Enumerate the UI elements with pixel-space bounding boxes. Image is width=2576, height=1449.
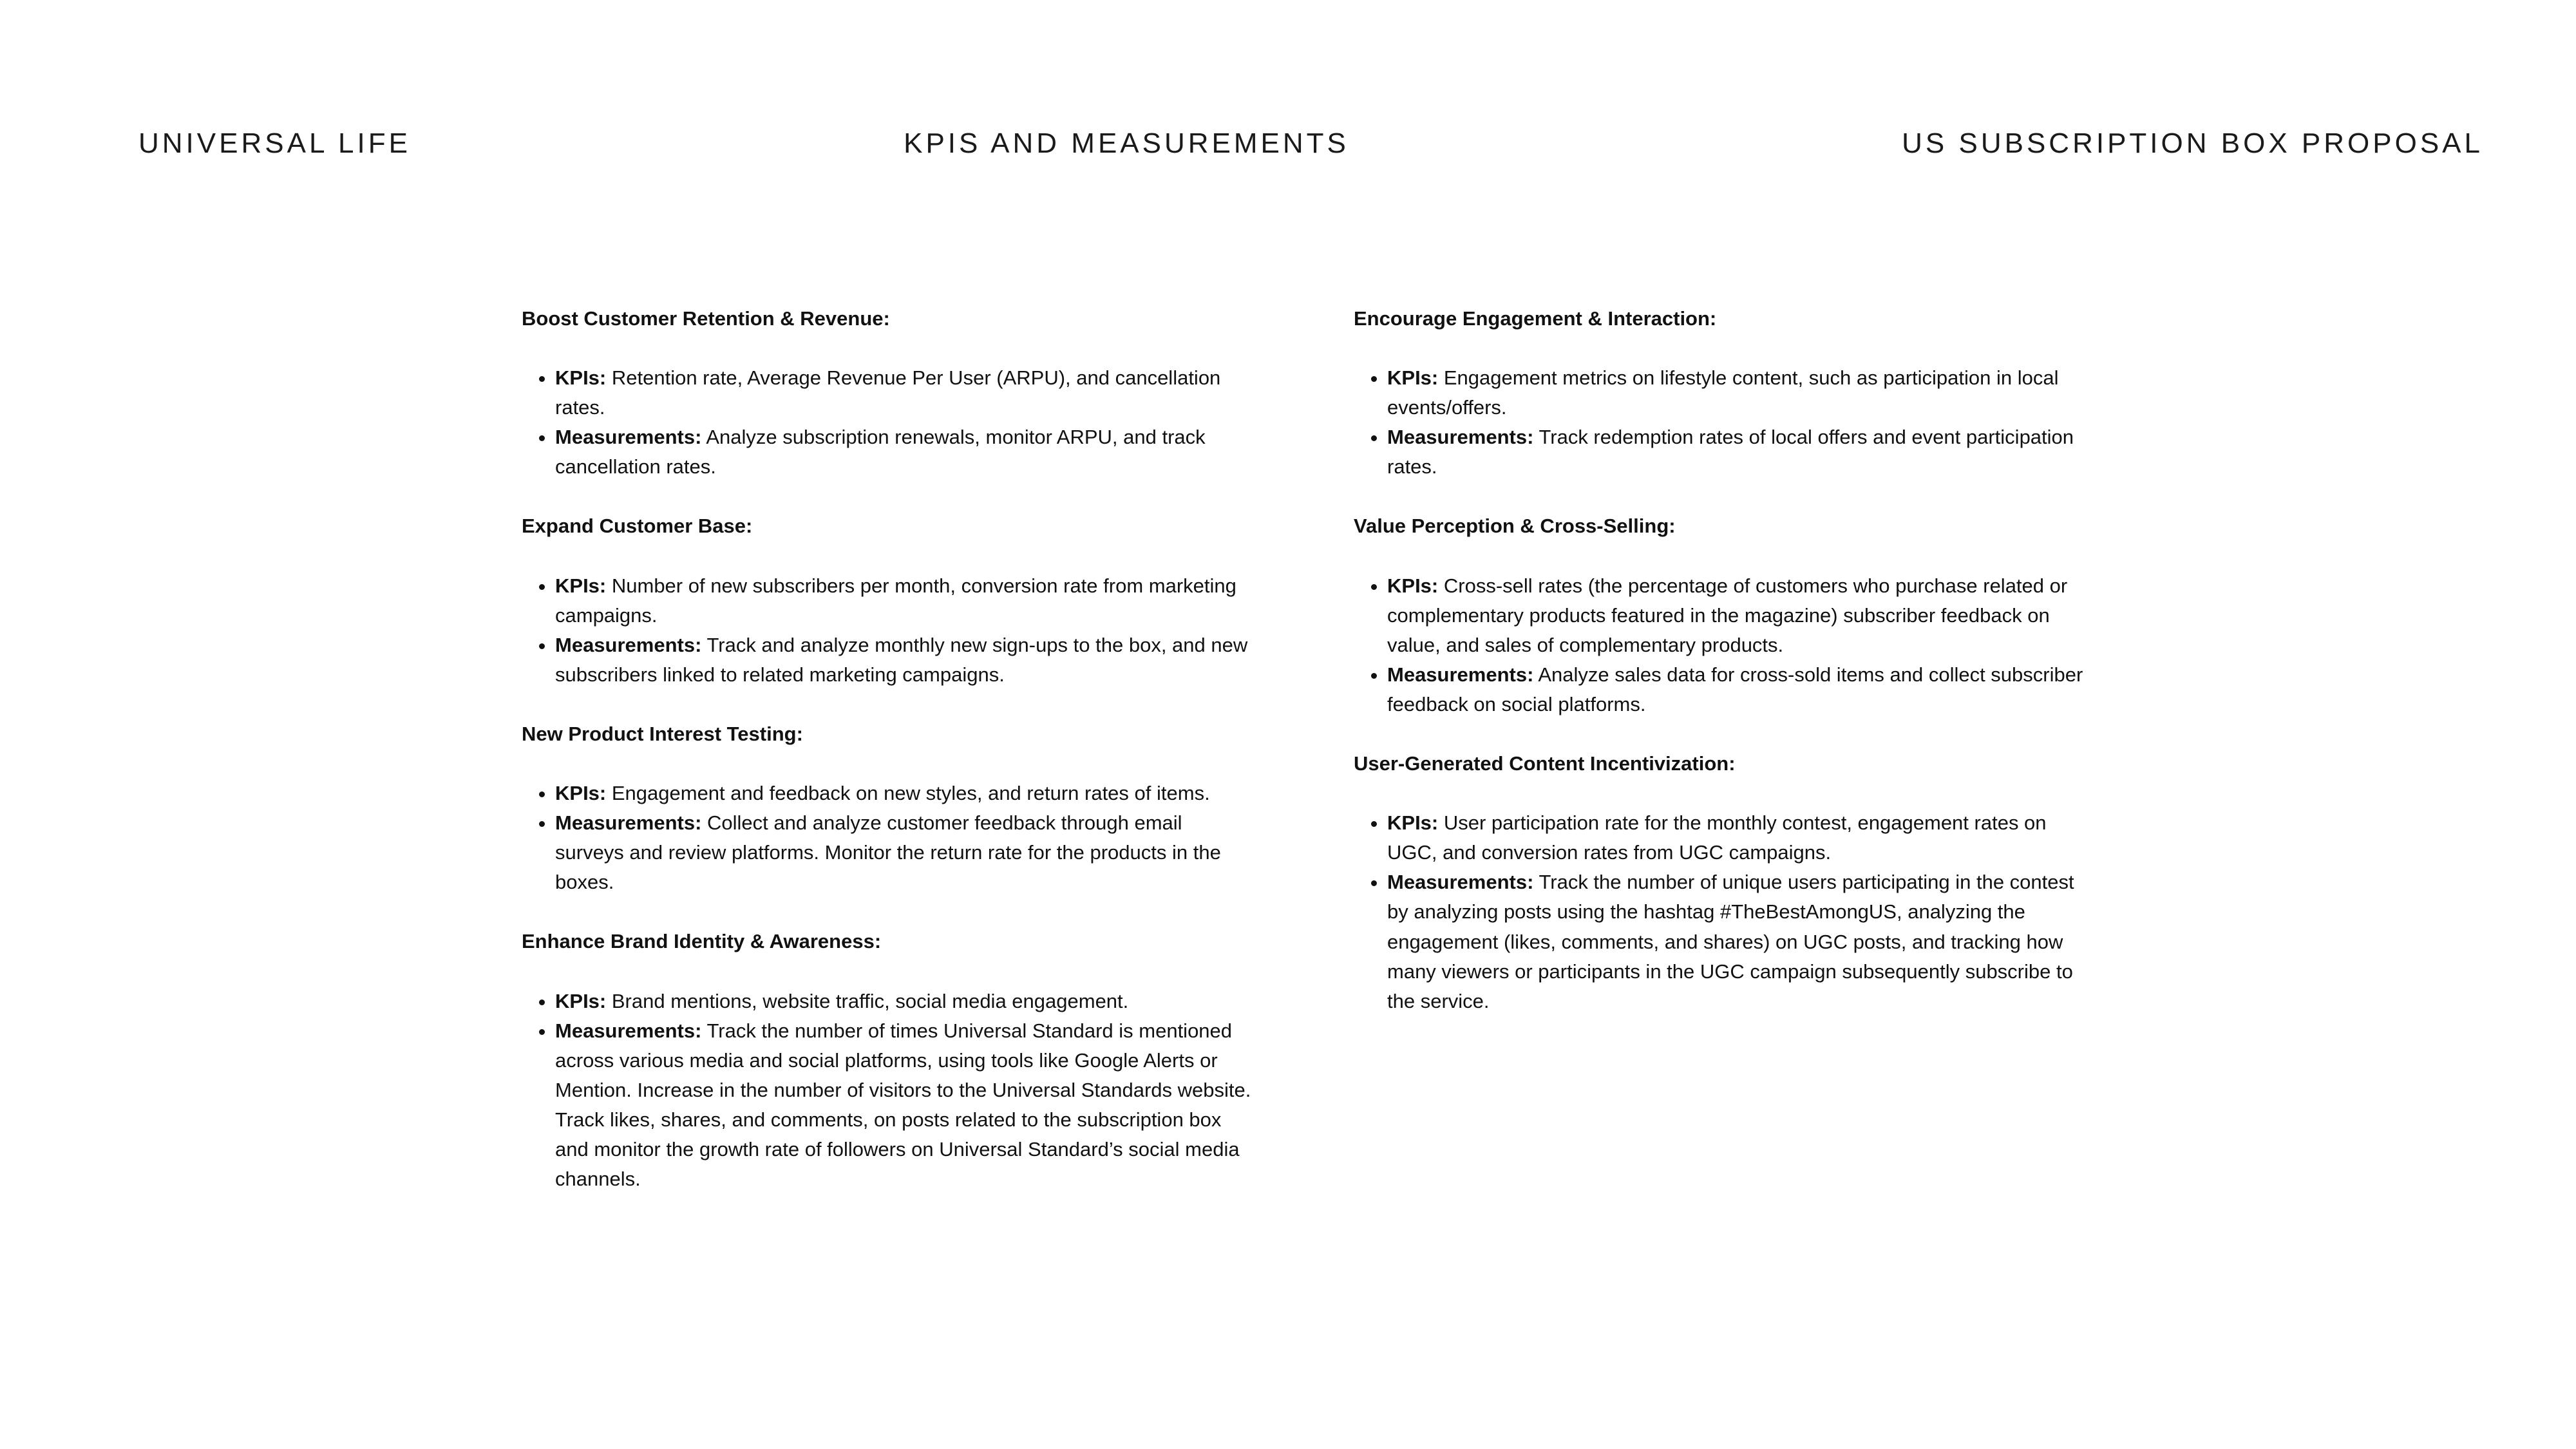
item-text: Number of new subscribers per month, conversion rate from marketing campaigns. <box>555 574 1236 627</box>
item-label: Measurements: <box>555 633 702 656</box>
left-column <box>522 304 1256 1224</box>
list-item <box>1387 363 2088 422</box>
list-item <box>1387 571 2088 660</box>
item-text: Track redemption rates of local offers and event participation rates. <box>1387 426 2074 478</box>
item-text: Cross-sell rates (the percentage of customers who purchase related or complementary products featured in the magazine) subscriber feedback on value, and sales of complementary products. <box>1387 574 2068 656</box>
section-heading: Expand Customer Base: <box>522 515 753 538</box>
bullet-list <box>1354 571 2088 719</box>
item-label: KPIs: <box>555 574 607 597</box>
bullet-list <box>522 779 1256 897</box>
item-label: KPIs: <box>1387 574 1439 597</box>
kpi-section <box>1354 511 2088 719</box>
right-column <box>1354 304 2088 1046</box>
item-label: Measurements: <box>555 426 702 449</box>
kpi-section <box>1354 749 2088 1016</box>
item-text: Brand mentions, website traffic, social media engagement. <box>606 989 1129 1012</box>
item-label: Measurements: <box>555 811 702 835</box>
list-item <box>555 987 1256 1016</box>
section-heading: User-Generated Content Incentivization: <box>1354 752 1736 775</box>
item-text: Track and analyze monthly new sign-ups to the box, and new subscribers linked to related marketing campaigns. <box>555 633 1248 686</box>
item-text: Track the number of unique users participating in the contest by analyzing posts using the hashtag #TheBestAmongUS, analyzing the engagement (likes, comments, and shares) on UGC posts, and tracking how many viewers or participants in the UGC campaign subsequently subscribe to the service. <box>1387 871 2074 1012</box>
kpi-section <box>522 304 1256 482</box>
item-text: User participation rate for the monthly contest, engagement rates on UGC, and conversion rates from UGC campaigns. <box>1387 811 2047 864</box>
bullet-list <box>1354 808 2088 1016</box>
item-label: KPIs: <box>555 989 607 1012</box>
list-item <box>555 630 1256 690</box>
section-heading: Encourage Engagement & Interaction: <box>1354 307 1717 330</box>
item-text: Engagement and feedback on new styles, and return rates of items. <box>606 782 1210 805</box>
list-item <box>555 363 1256 422</box>
section-heading: Enhance Brand Identity & Awareness: <box>522 930 882 953</box>
kpi-section <box>522 719 1256 897</box>
section-heading: New Product Interest Testing: <box>522 722 803 745</box>
list-item <box>555 1016 1256 1195</box>
item-label: Measurements: <box>1387 426 1534 449</box>
item-label: KPIs: <box>1387 366 1439 390</box>
item-text: Track the number of times Universal Standard is mentioned across various media and social platforms, using tools like Google Alerts or Mention. Increase in the number of visitors to the Universal Standards website. Track likes, shares, and comments, on posts related to the subscription box and monitor the growth rate of followers on Universal Standard’s social media channels. <box>555 1019 1251 1191</box>
item-label: Measurements: <box>1387 663 1534 686</box>
page-title: KPIS AND MEASUREMENTS <box>904 128 1349 159</box>
list-item <box>555 808 1256 897</box>
list-item <box>1387 660 2088 719</box>
item-text: Analyze subscription renewals, monitor ARPU, and track cancellation rates. <box>555 426 1206 478</box>
section-heading: Value Perception & Cross-Selling: <box>1354 515 1676 538</box>
item-label: Measurements: <box>1387 871 1534 894</box>
item-text: Analyze sales data for cross-sold items and collect subscriber feedback on social platforms. <box>1387 663 2083 715</box>
section-heading: Boost Customer Retention & Revenue: <box>522 307 890 330</box>
item-label: KPIs: <box>555 366 607 390</box>
list-item <box>1387 808 2088 867</box>
kpi-section <box>522 927 1256 1194</box>
item-text: Collect and analyze customer feedback through email surveys and review platforms. Monitor the return rate for the products in the boxes. <box>555 811 1221 894</box>
bullet-list <box>522 363 1256 482</box>
bullet-list <box>522 987 1256 1195</box>
item-label: KPIs: <box>555 782 607 805</box>
bullet-list <box>522 571 1256 690</box>
bullet-list <box>1354 363 2088 482</box>
list-item <box>555 571 1256 630</box>
item-label: Measurements: <box>555 1019 702 1042</box>
kpi-section <box>1354 304 2088 482</box>
document-title: US SUBSCRIPTION BOX PROPOSAL <box>1902 128 2483 159</box>
list-item <box>555 779 1256 808</box>
item-text: Retention rate, Average Revenue Per User (ARPU), and cancellation rates. <box>555 366 1221 419</box>
item-label: KPIs: <box>1387 811 1439 835</box>
list-item <box>1387 867 2088 1016</box>
list-item <box>1387 422 2088 482</box>
list-item <box>555 422 1256 482</box>
brand-name: UNIVERSAL LIFE <box>138 128 411 159</box>
kpi-section <box>522 511 1256 689</box>
item-text: Engagement metrics on lifestyle content, such as participation in local events/offers. <box>1387 366 2059 419</box>
